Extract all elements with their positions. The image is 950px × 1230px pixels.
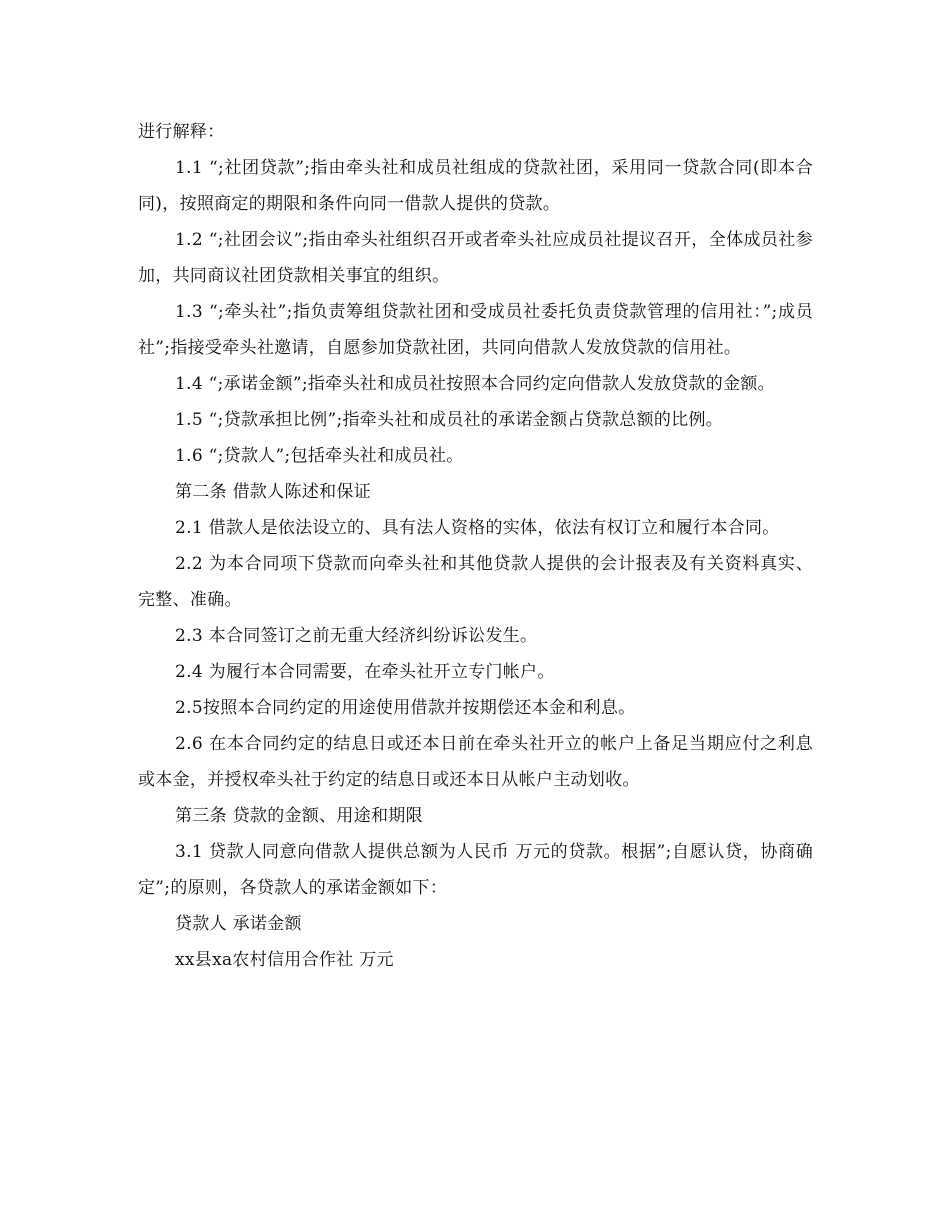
paragraph: 1.5 “;贷款承担比例”;指牵头社和成员社的承诺金额占贷款总额的比例。	[175, 410, 724, 430]
paragraph: 3.1 贷款人同意向借款人提供总额为人民币 万元的贷款。根据”;自愿认贷，协商确定”;的原则，各贷款人的承诺金额如下：	[138, 842, 813, 898]
paragraph: 2.6 在本合同约定的结息日或还本日前在牵头社开立的帐户上备足当期应付之利息或本金，并授权牵头社于约定的结息日或还本日从帐户主动划收。	[138, 734, 813, 790]
paragraph: 1.1 “;社团贷款”;指由牵头社和成员社组成的贷款社团，采用同一贷款合同(即本合同)，按照商定的期限和条件向同一借款人提供的贷款。	[138, 158, 813, 214]
paragraph: 2.2 为本合同项下贷款而向牵头社和其他贷款人提供的会计报表及有关资料真实、完整、准确。	[138, 554, 813, 610]
paragraph: 2.1 借款人是依法设立的、具有法人资格的实体，依法有权订立和履行本合同。	[175, 518, 780, 538]
paragraph: 2.4 为履行本合同需要，在牵头社开立专门帐户。	[175, 662, 555, 682]
section-heading: 第三条 贷款的金额、用途和期限	[175, 806, 423, 826]
paragraph: 1.4 “;承诺金额”;指牵头社和成员社按照本合同约定向借款人发放贷款的金额。	[175, 374, 775, 394]
document-body	[138, 114, 813, 978]
paragraph: 1.6 “;贷款人”;包括牵头社和成员社。	[175, 446, 464, 466]
table-row-line: xx县xa农村信用合作社 万元	[175, 950, 394, 970]
paragraph: 2.5按照本合同约定的用途使用借款并按期偿还本金和利息。	[175, 698, 636, 718]
paragraph: 1.2 “;社团会议”;指由牵头社组织召开或者牵头社应成员社提议召开，全体成员社参加，共同商议社团贷款相关事宜的组织。	[138, 230, 813, 286]
table-header-line: 贷款人 承诺金额	[175, 914, 302, 934]
paragraph: 进行解释：	[138, 122, 225, 142]
paragraph: 2.3 本合同签订之前无重大经济纠纷诉讼发生。	[175, 626, 538, 646]
section-heading: 第二条 借款人陈述和保证	[175, 482, 372, 502]
paragraph: 1.3 “;牵头社”;指负责筹组贷款社团和受成员社委托负责贷款管理的信用社：”;成员社”;指接受牵头社邀请，自愿参加贷款社团，共同向借款人发放贷款的信用社。	[138, 302, 813, 358]
